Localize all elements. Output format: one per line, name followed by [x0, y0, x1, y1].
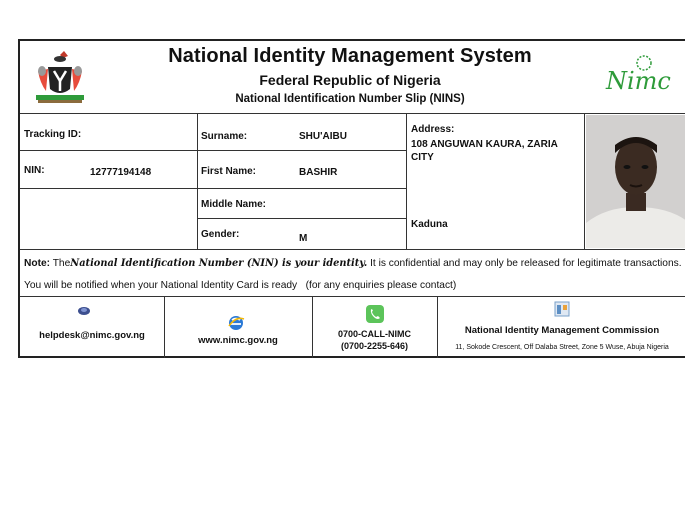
note-line2: You will be notified when your National Identity Card is ready (for any enquiries please contact) — [24, 280, 457, 291]
grid-line — [584, 113, 585, 249]
nin-slip — [18, 39, 685, 358]
holder-photo — [586, 115, 685, 248]
system-title: National Identity Management System — [168, 45, 532, 67]
note-emphasis: National Identification Number (NIN) is your identity. — [70, 258, 368, 269]
org-address: 11, Sokode Crescent, Off Dalaba Street, Zone 5 Wuse, Abuja Nigeria — [455, 344, 669, 351]
grid-line — [197, 218, 406, 219]
address-state: Kaduna — [411, 219, 448, 230]
nimc-logo-text: Nimc — [606, 67, 671, 95]
gender-value: M — [299, 233, 308, 244]
grid-line — [20, 150, 406, 151]
address-line2: CITY — [411, 152, 434, 163]
nin-label: NIN: — [24, 165, 45, 176]
middle-name-label: Middle Name: — [201, 199, 267, 210]
note-label: Note: — [24, 258, 51, 269]
org-name: National Identity Management Commission — [464, 325, 660, 336]
grid-line — [20, 188, 406, 189]
phone-number-digits: (0700-2255-646) — [340, 341, 409, 351]
grid-line — [197, 113, 198, 249]
nimc-logo-icon — [604, 51, 676, 95]
note-rest: It is confidential and may only be released for legitimate transactions. — [370, 258, 682, 269]
surname-label: Surname: — [201, 131, 248, 142]
phone-icon — [366, 305, 384, 323]
grid-line — [406, 113, 407, 249]
tracking-id-label: Tracking ID: — [24, 129, 82, 140]
footer-divider — [20, 296, 685, 297]
first-name-value: BASHIR — [299, 167, 338, 178]
surname-value: SHU'AIBU — [299, 131, 347, 142]
nin-value: 12777194148 — [90, 167, 152, 178]
address-label: Address: — [411, 124, 455, 135]
note-prefix: The — [52, 258, 71, 269]
first-name-label: First Name: — [201, 166, 257, 177]
address-line1: 108 ANGUWAN KAURA, ZARIA — [411, 139, 558, 150]
grid-line — [20, 249, 685, 250]
helpdesk-email[interactable]: helpdesk@nimc.gov.ng — [39, 330, 145, 341]
email-icon — [76, 303, 92, 313]
grid-line — [164, 296, 165, 358]
country-title: Federal Republic of Nigeria — [259, 72, 441, 88]
building-icon — [554, 301, 570, 317]
note-line — [24, 258, 682, 269]
browser-icon — [227, 314, 245, 332]
phone-number: 0700-CALL-NIMC — [337, 329, 411, 339]
header-divider — [20, 113, 685, 114]
gender-label: Gender: — [201, 229, 240, 240]
coat-of-arms-icon — [30, 49, 90, 105]
slip-title: National Identification Number Slip (NINS) — [235, 93, 465, 105]
website-link[interactable]: www.nimc.gov.ng — [198, 335, 278, 346]
